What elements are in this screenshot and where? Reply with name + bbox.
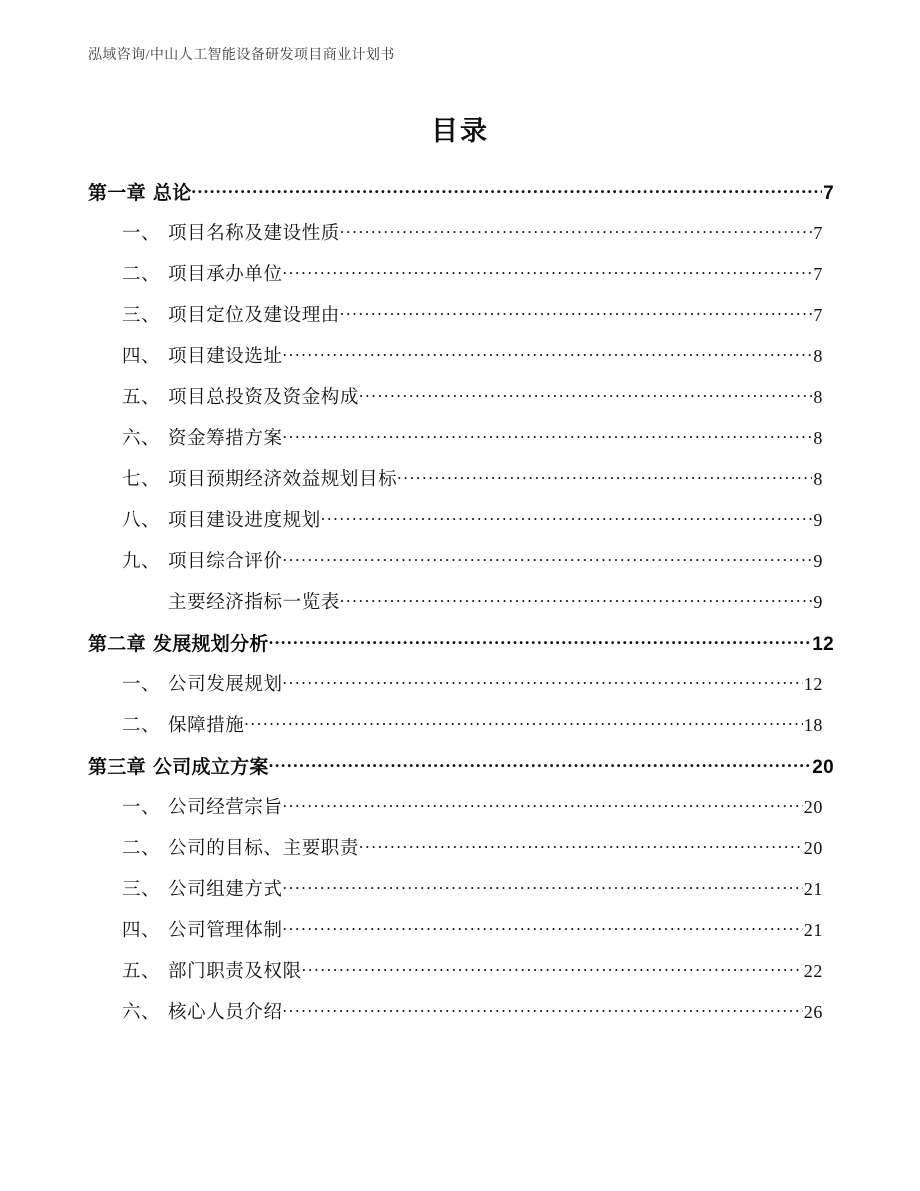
toc-entry-label: 公司管理体制 bbox=[168, 921, 283, 941]
toc-section-entry[interactable] bbox=[0, 424, 920, 465]
toc-entry-number: 六、 bbox=[122, 429, 161, 449]
toc-entry-page-number: 9 bbox=[813, 551, 823, 571]
toc-section-entry[interactable] bbox=[0, 957, 920, 998]
toc-section-entry[interactable] bbox=[0, 998, 920, 1039]
table-of-contents bbox=[0, 178, 920, 1039]
toc-entry-label: 公司经营宗旨 bbox=[168, 798, 283, 818]
toc-entry-page-number: 7 bbox=[823, 183, 834, 204]
toc-entry-label: 保障措施 bbox=[168, 716, 245, 736]
toc-entry-page-number: 7 bbox=[813, 264, 823, 284]
toc-entry-page-number: 20 bbox=[812, 757, 834, 778]
toc-entry-page-number: 7 bbox=[813, 305, 823, 325]
dot-leader bbox=[283, 918, 803, 937]
toc-entry-label: 项目综合评价 bbox=[168, 552, 283, 572]
toc-section-entry[interactable] bbox=[0, 301, 920, 342]
dot-leader bbox=[269, 631, 812, 650]
toc-chapter-entry[interactable] bbox=[0, 178, 920, 219]
toc-entry-number: 四、 bbox=[122, 347, 161, 367]
dot-leader bbox=[340, 303, 812, 322]
dot-leader bbox=[340, 590, 812, 609]
toc-entry-label: 项目预期经济效益规划目标 bbox=[168, 470, 398, 490]
dot-leader bbox=[283, 344, 813, 363]
toc-section-entry[interactable] bbox=[0, 465, 920, 506]
toc-chapter-entry[interactable] bbox=[0, 629, 920, 670]
toc-section-entry[interactable] bbox=[0, 260, 920, 301]
toc-section-entry[interactable] bbox=[0, 711, 920, 752]
toc-entry-number: 三、 bbox=[122, 306, 161, 326]
toc-entry-number: 二、 bbox=[122, 839, 161, 859]
dot-leader bbox=[397, 467, 812, 486]
toc-entry-number: 五、 bbox=[122, 388, 161, 408]
toc-entry-number: 一、 bbox=[122, 224, 161, 244]
toc-entry-number: 第二章 bbox=[88, 634, 146, 655]
dot-leader bbox=[283, 877, 803, 896]
dot-leader bbox=[283, 262, 813, 281]
toc-entry-page-number: 18 bbox=[803, 715, 823, 735]
dot-leader bbox=[192, 180, 823, 199]
toc-entry-page-number: 8 bbox=[813, 346, 823, 366]
toc-entry-page-number: 20 bbox=[803, 838, 823, 858]
toc-entry-page-number: 7 bbox=[813, 223, 823, 243]
toc-entry-page-number: 8 bbox=[813, 428, 823, 448]
toc-chapter-entry[interactable] bbox=[0, 752, 920, 793]
dot-leader bbox=[302, 959, 803, 978]
toc-entry-page-number: 8 bbox=[813, 387, 823, 407]
dot-leader bbox=[283, 549, 813, 568]
toc-entry-label: 项目建设进度规划 bbox=[168, 511, 321, 531]
dot-leader bbox=[359, 836, 803, 855]
toc-section-entry[interactable] bbox=[0, 383, 920, 424]
dot-leader bbox=[340, 221, 812, 240]
toc-entry-number: 第一章 bbox=[88, 183, 146, 204]
toc-entry-page-number: 21 bbox=[803, 879, 823, 899]
dot-leader bbox=[321, 508, 813, 527]
toc-entry-label: 公司组建方式 bbox=[168, 880, 283, 900]
toc-entry-number: 第三章 bbox=[88, 757, 146, 778]
toc-entry-page-number: 22 bbox=[803, 961, 823, 981]
toc-entry-label: 项目定位及建设理由 bbox=[168, 306, 340, 326]
toc-entry-page-number: 26 bbox=[803, 1002, 823, 1022]
toc-entry-label: 主要经济指标一览表 bbox=[168, 593, 340, 613]
toc-entry-label: 资金筹措方案 bbox=[168, 429, 283, 449]
toc-entry-page-number: 9 bbox=[813, 592, 823, 612]
toc-section-entry[interactable] bbox=[0, 670, 920, 711]
dot-leader bbox=[269, 754, 812, 773]
toc-entry-number: 八、 bbox=[122, 511, 161, 531]
toc-entry-page-number: 8 bbox=[813, 469, 823, 489]
toc-entry-label: 公司成立方案 bbox=[152, 757, 269, 778]
toc-entry-page-number: 21 bbox=[803, 920, 823, 940]
toc-entry-page-number: 9 bbox=[813, 510, 823, 530]
toc-entry-label: 公司发展规划 bbox=[168, 675, 283, 695]
toc-entry-label: 部门职责及权限 bbox=[168, 962, 302, 982]
toc-entry-label: 总论 bbox=[152, 183, 192, 204]
dot-leader bbox=[283, 426, 813, 445]
toc-entry-number: 一、 bbox=[122, 798, 161, 818]
toc-entry-label: 核心人员介绍 bbox=[168, 1003, 283, 1023]
dot-leader bbox=[283, 795, 803, 814]
toc-entry-number: 六、 bbox=[122, 1003, 161, 1023]
toc-entry-number: 五、 bbox=[122, 962, 161, 982]
toc-section-entry[interactable] bbox=[0, 793, 920, 834]
toc-entry-label: 项目名称及建设性质 bbox=[168, 224, 340, 244]
toc-entry-number: 二、 bbox=[122, 265, 161, 285]
toc-section-entry[interactable] bbox=[0, 506, 920, 547]
toc-section-entry[interactable] bbox=[0, 588, 920, 629]
page-title: 目录 bbox=[431, 116, 489, 146]
toc-section-entry[interactable] bbox=[0, 916, 920, 957]
toc-section-entry[interactable] bbox=[0, 219, 920, 260]
toc-entry-number: 一、 bbox=[122, 675, 161, 695]
toc-entry-label: 发展规划分析 bbox=[152, 634, 269, 655]
dot-leader bbox=[283, 672, 803, 691]
toc-entry-number: 四、 bbox=[122, 921, 161, 941]
toc-entry-page-number: 20 bbox=[803, 797, 823, 817]
dot-leader bbox=[283, 1000, 803, 1019]
toc-section-entry[interactable] bbox=[0, 875, 920, 916]
toc-entry-number: 二、 bbox=[122, 716, 161, 736]
dot-leader bbox=[244, 713, 802, 732]
toc-section-entry[interactable] bbox=[0, 342, 920, 383]
toc-entry-label: 公司的目标、主要职责 bbox=[168, 839, 360, 859]
toc-entry-number: 三、 bbox=[122, 880, 161, 900]
toc-entry-label: 项目总投资及资金构成 bbox=[168, 388, 360, 408]
toc-entry-label: 项目承办单位 bbox=[168, 265, 283, 285]
toc-entry-number: 七、 bbox=[122, 470, 161, 490]
toc-entry-number: 九、 bbox=[122, 552, 161, 572]
toc-entry-page-number: 12 bbox=[812, 634, 834, 655]
dot-leader bbox=[359, 385, 812, 404]
toc-section-entry[interactable] bbox=[0, 834, 920, 875]
toc-entry-page-number: 12 bbox=[803, 674, 823, 694]
running-header: 泓域咨询/中山人工智能设备研发项目商业计划书 bbox=[88, 48, 395, 63]
toc-entry-label: 项目建设选址 bbox=[168, 347, 283, 367]
toc-section-entry[interactable] bbox=[0, 547, 920, 588]
